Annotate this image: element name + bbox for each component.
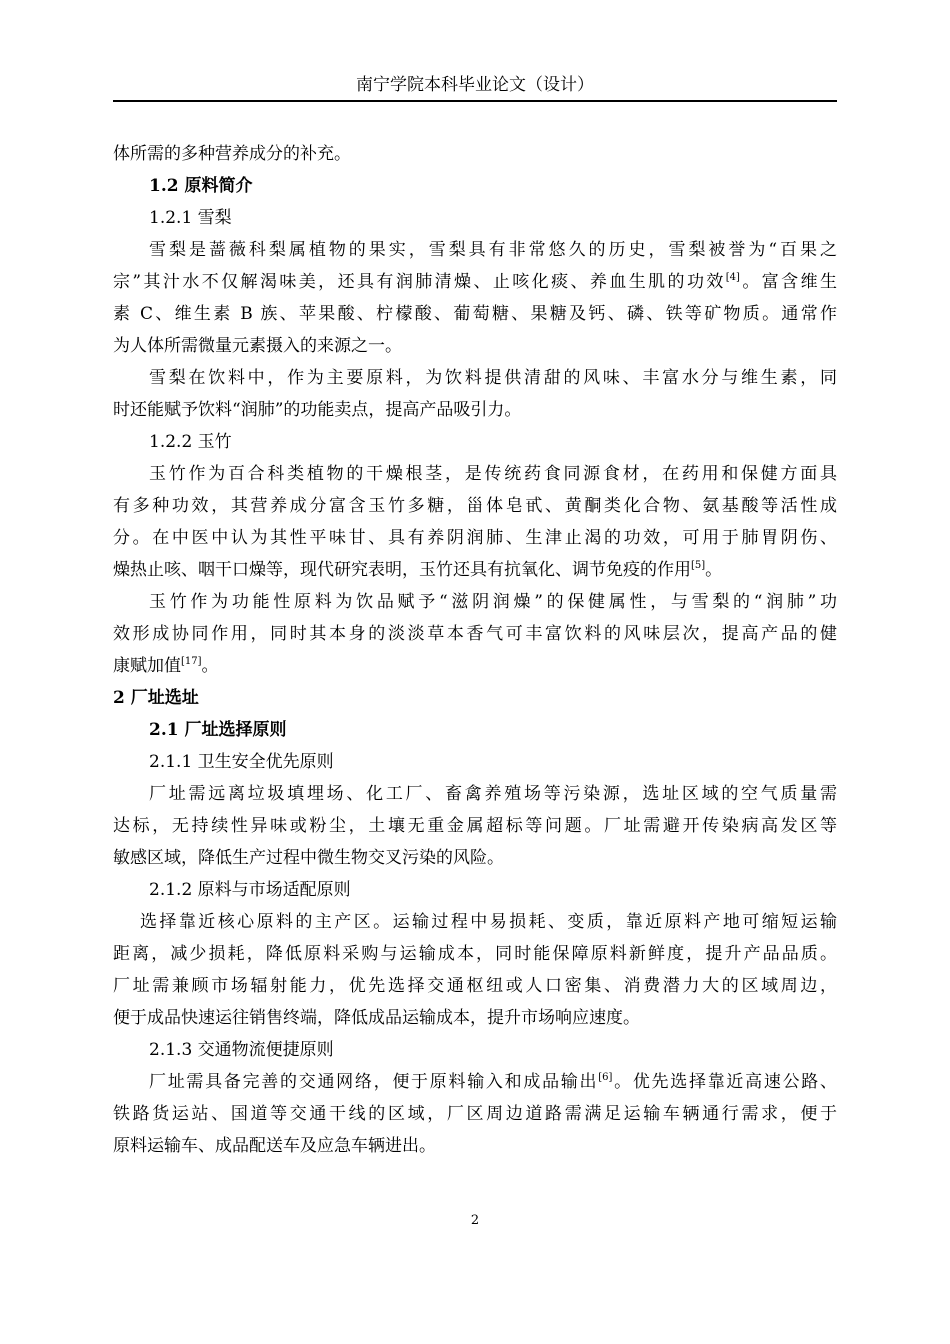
document-body [113, 138, 837, 1162]
paragraph-line: 厂址需远离垃圾填埋场、化工厂、畜禽养殖场等污染源，选址区域的空气质量需 [149, 784, 837, 804]
paragraph-line: 雪梨是蔷薇科梨属植物的果实，雪梨具有非常悠久的历史，雪梨被誉为“百果之 [149, 240, 837, 260]
paragraph-line: 达标，无持续性异味或粉尘，土壤无重金属超标等问题。厂址需避开传染病高发区等 [113, 816, 837, 836]
paragraph-line: 素 C、维生素 B 族、苹果酸、柠檬酸、葡萄糖、果糖及钙、磷、铁等矿物质。通常作 [113, 304, 837, 324]
page-header: 南宁学院本科毕业论文（设计） [356, 75, 594, 95]
paragraph-line: 便于成品快速运往销售终端，降低成品运输成本，提升市场响应速度。 [113, 1008, 640, 1028]
paragraph-line: 分。在中医中认为其性平味甘、具有养阴润肺、生津止渴的功效，可用于肺胃阴伤、 [113, 528, 837, 548]
text-run: 宗”其汁水不仅解渴味美，还具有润肺清燥、止咳化痰、养血生肌的功效 [113, 272, 726, 292]
citation-ref: [6] [598, 1072, 613, 1083]
paragraph-line: 选择靠近核心原料的主产区。运输过程中易损耗、变质，靠近原料产地可缩短运输 [140, 912, 837, 932]
paragraph-line: 效形成协同作用，同时其本身的淡淡草本香气可丰富饮料的风味层次，提高产品的健 [113, 624, 837, 644]
citation-ref: [5] [691, 560, 706, 571]
paragraph-line: 铁路货运站、国道等交通干线的区域，厂区周边道路需满足运输车辆通行需求，便于 [113, 1104, 837, 1124]
text-run: 燥热止咳、咽干口燥等，现代研究表明，玉竹还具有抗氧化、调节免疫的作用 [113, 560, 691, 580]
paragraph-line: 雪梨在饮料中，作为主要原料，为饮料提供清甜的风味、丰富水分与维生素，同 [149, 368, 837, 388]
paragraph-line: 原料运输车、成品配送车及应急车辆进出。 [113, 1136, 436, 1156]
chapter-heading-2: 2 厂址选址 [113, 688, 199, 708]
paragraph-line: 敏感区域，降低生产过程中微生物交叉污染的风险。 [113, 848, 504, 868]
paragraph-line: 有多种功效，其营养成分富含玉竹多糖，甾体皂甙、黄酮类化合物、氨基酸等活性成 [113, 496, 837, 516]
paragraph-line [113, 1066, 837, 1098]
subsection-heading-2-1-1: 2.1.1 卫生安全优先原则 [149, 752, 334, 772]
text-run: 。 [201, 656, 219, 676]
subsection-heading-2-1-2: 2.1.2 原料与市场适配原则 [149, 880, 351, 900]
text-run: 。富含维生 [739, 272, 837, 292]
subsection-heading-1-2-2: 1.2.2 玉竹 [149, 432, 232, 452]
paragraph-line: 玉竹作为百合科类植物的干燥根茎，是传统药食同源食材，在药用和保健方面具 [149, 464, 837, 484]
text-run: 厂址需具备完善的交通网络，便于原料输入和成品输出 [149, 1072, 599, 1092]
citation-ref: [4] [725, 272, 740, 283]
paragraph-line [113, 650, 837, 682]
text-run: 。 [705, 560, 723, 580]
paragraph-line: 时还能赋予饮料“润肺”的功能卖点，提高产品吸引力。 [113, 400, 522, 420]
paragraph-line: 体所需的多种营养成分的补充。 [113, 144, 351, 164]
subsection-heading-1-2-1: 1.2.1 雪梨 [149, 208, 232, 228]
paragraph-line: 距离，减少损耗，降低原料采购与运输成本，同时能保障原料新鲜度，提升产品品质。 [113, 944, 837, 964]
text-run: 。优先选择靠近高速公路、 [612, 1072, 837, 1092]
header-rule [113, 100, 837, 102]
text-run: 康赋加值 [113, 656, 181, 676]
paragraph-line [113, 266, 837, 298]
paragraph-line: 玉竹作为功能性原料为饮品赋予“滋阴润燥”的保健属性，与雪梨的“润肺”功 [149, 592, 837, 612]
paragraph-line: 厂址需兼顾市场辐射能力，优先选择交通枢纽或人口密集、消费潜力大的区域周边， [113, 976, 837, 996]
paragraph-line [113, 554, 837, 586]
citation-ref: [17] [181, 656, 202, 667]
section-heading-2-1: 2.1 厂址选择原则 [149, 720, 287, 740]
subsection-heading-2-1-3: 2.1.3 交通物流便捷原则 [149, 1040, 334, 1060]
paragraph-line: 为人体所需微量元素摄入的来源之一。 [113, 336, 402, 356]
section-heading-1-2: 1.2 原料简介 [149, 176, 253, 196]
page-number: 2 [470, 1213, 480, 1228]
